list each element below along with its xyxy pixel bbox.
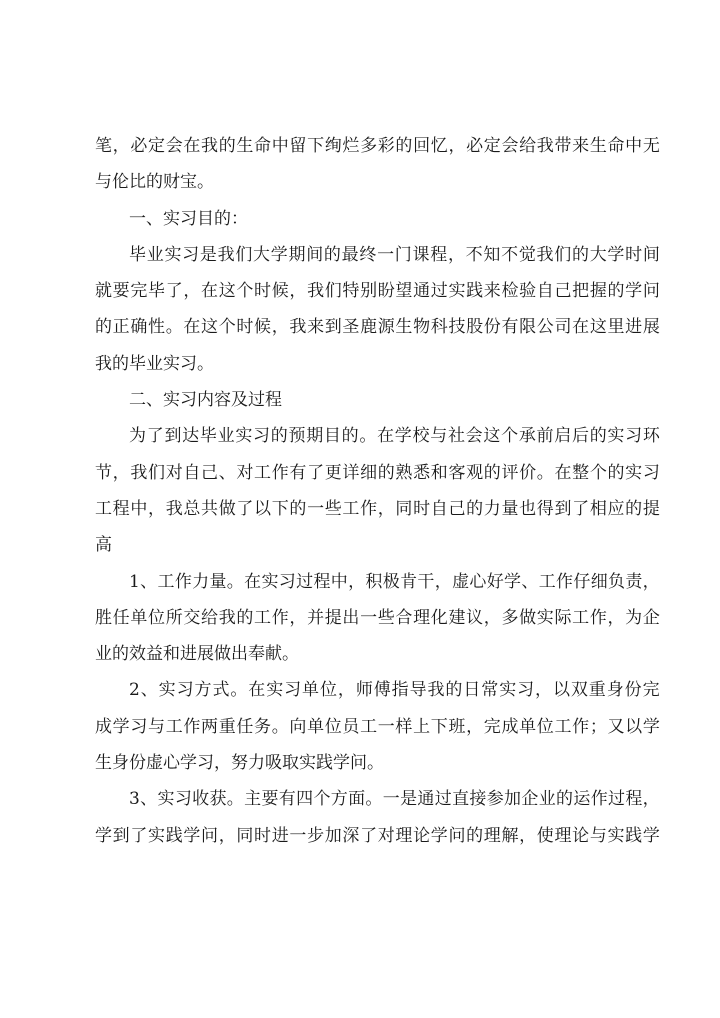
text-line: 我的毕业实习。 (95, 353, 214, 374)
text-line: 笔 ， 必 定 会 在 我 的 生 命 中 留 下 绚 烂 多 彩 的 回 忆 ， 必 定 会 给 我 带 来 生 命 中 无 (95, 136, 660, 156)
text-line: 就 要 完 毕 了 ， 在 这 个 时 候 ， 我 们 特 别 盼 望 通 过 实 践 来 检 验 自 己 把 握 的 学 问 (95, 281, 660, 302)
text-line: 高 (95, 535, 112, 556)
text-line: 节 ， 我 们 对 自 己 、 对 工 作 有 了 更 详 细 的 熟 悉 和 客 观 的 评 价 。 在 整 个 的 实 习 (95, 462, 660, 483)
document-body (95, 128, 660, 854)
text-line: 一、实习目的： (129, 208, 248, 229)
text-line: 胜 任 单 位 所 交 给 我 的 工 作 ， 并 提 出 一 些 合 理 化 建 议 ， 多 做 实 际 工 作 ， 为 企 (95, 607, 660, 628)
text-line: 毕 业 实 习 是 我 们 大 学 期 间 的 最 终 一 门 课 程 ， 不 知 不 觉 我 们 的 大 学 时 间 (129, 244, 660, 265)
text-line: 与伦比的财宝。 (95, 172, 214, 193)
text-line: 3 、 实 习 收 获 。 主 要 有 四 个 方 面 。 一 是 通 过 直 接 参 加 企 业 的 运 作 过 程 ， (129, 789, 660, 810)
text-line: 生身份虚心学习，努力吸取实践学问。 (95, 753, 384, 774)
text-line: 的 正 确 性 。 在 这 个 时 候 ， 我 来 到 圣 鹿 源 生 物 科 技 股 份 有 限 公 司 在 这 里 进 展 (95, 317, 660, 338)
text-line: 1 、 工 作 力 量 。 在 实 习 过 程 中 ， 积 极 肯 干 ， 虚 心 好 学 、 工 作 仔 细 负 责 ， (129, 571, 660, 592)
text-line: 2 、 实 习 方 式 。 在 实 习 单 位 ， 师 傅 指 导 我 的 日 常 实 习 ， 以 双 重 身 份 完 (129, 680, 660, 701)
text-line: 二、实习内容及过程 (129, 390, 282, 411)
text-line: 成 学 习 与 工 作 两 重 任 务 。 向 单 位 员 工 一 样 上 下 班 ， 完 成 单 位 工 作 ； 又 以 学 (95, 716, 660, 737)
text-line: 为 了 到 达 毕 业 实 习 的 预 期 目 的 。 在 学 校 与 社 会 这 个 承 前 启 后 的 实 习 环 (129, 426, 660, 447)
text-line: 业的效益和进展做出奉献。 (95, 644, 299, 665)
text-line: 学 到 了 实 践 学 问 ， 同 时 进 一 步 加 深 了 对 理 论 学 问 的 理 解 ， 使 理 论 与 实 践 学 (95, 825, 660, 846)
text-line: 工 程 中 ， 我 总 共 做 了 以 下 的 一 些 工 作 ， 同 时 自 己 的 力 量 也 得 到 了 相 应 的 提 (95, 498, 660, 519)
